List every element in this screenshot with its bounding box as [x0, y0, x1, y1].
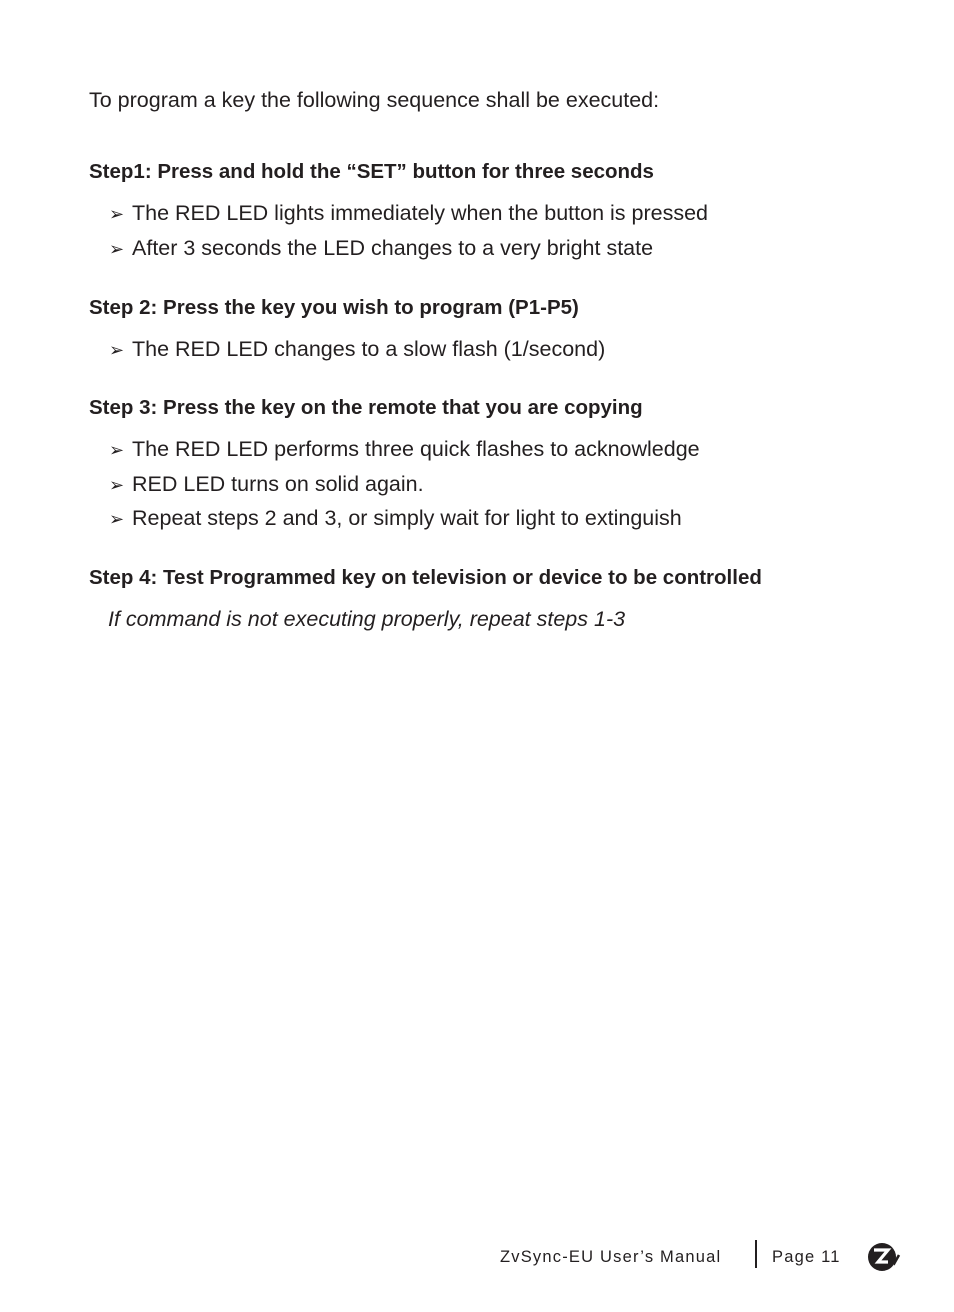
- step-1-bullet-2: [109, 234, 653, 264]
- footer-manual-title: ZvSync-EU User’s Manual: [500, 1248, 722, 1266]
- arrow-bullet-icon: ➢: [109, 440, 125, 461]
- arrow-bullet-icon: ➢: [109, 509, 125, 530]
- step-1-bullet-1: [109, 199, 708, 229]
- bullet-text: After 3 seconds the LED changes to a very bright state: [132, 236, 654, 260]
- bullet-text: The RED LED changes to a slow flash (1/second): [132, 337, 606, 361]
- step-4-heading: Step 4: Test Programmed key on television or device to be controlled: [89, 566, 762, 589]
- bullet-text: Repeat steps 2 and 3, or simply wait for light to extinguish: [132, 506, 682, 530]
- footer-page-number: Page 11: [772, 1248, 841, 1266]
- step-2-bullet-1: [109, 335, 605, 365]
- arrow-bullet-icon: ➢: [109, 239, 125, 260]
- step-3-bullet-1: [109, 435, 700, 465]
- arrow-bullet-icon: ➢: [109, 204, 125, 225]
- step-3-heading: Step 3: Press the key on the remote that you are copying: [89, 396, 643, 419]
- step-4-note: If command is not executing properly, repeat steps 1-3: [108, 607, 626, 631]
- step-3-bullet-2: [109, 470, 424, 500]
- bullet-text: The RED LED performs three quick flashes to acknowledge: [132, 437, 700, 461]
- zv-logo-icon: [867, 1241, 903, 1273]
- page-footer: [0, 1240, 954, 1274]
- arrow-bullet-icon: ➢: [109, 475, 125, 496]
- arrow-bullet-icon: ➢: [109, 340, 125, 361]
- step-1-heading: Step1: Press and hold the “SET” button for three seconds: [89, 160, 654, 183]
- bullet-text: RED LED turns on solid again.: [132, 472, 424, 496]
- footer-divider: [755, 1240, 757, 1268]
- intro-text: To program a key the following sequence shall be executed:: [89, 88, 660, 112]
- bullet-text: The RED LED lights immediately when the button is pressed: [132, 201, 708, 225]
- step-3-bullet-3: [109, 504, 682, 534]
- step-2-heading: Step 2: Press the key you wish to program (P1-P5): [89, 296, 579, 319]
